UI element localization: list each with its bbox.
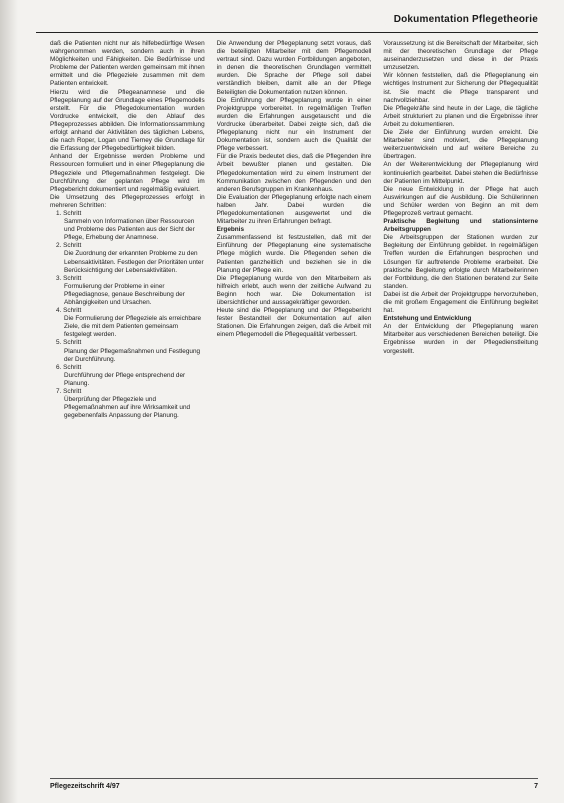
column-1 xyxy=(50,40,205,777)
paragraph: Die Arbeitsgruppen der Stationen wurden zur Begleitung der Einführung gebildet. In regelmäßigen Treffen wurden die Erfahrungen besprochen und Lösungen für auftretende Probleme erarbeitet. Die praktische Begleitung erfolgte durch Mitarbeiterinnen der Fortbildung, die den Stationen beratend zur Seite standen. xyxy=(383,234,539,290)
step-text: Die Zuordnung der erkannten Probleme zu den Lebensaktivitäten. Festlegen der Prioritäten unter Berücksichtigung der Lebensaktivitäten. xyxy=(64,250,204,274)
paragraph: Die Evaluation der Pflegeplanung erfolgte nach einem halben Jahr. Dabei wurden die Pflegedokumentationen ausgewertet und die Mitarbeiter zu ihren Erfahrungen befragt. xyxy=(216,193,372,226)
paragraph: Anhand der Ergebnisse werden Probleme und Ressourcen formuliert und in einer Pflegeplanung die Pflegeziele und Pflegemaßnahmen festgelegt. Die Durchführung der geplanten Pflege wird im Pflegebericht dokumentiert und regelmäßig evaluiert. xyxy=(50,153,205,193)
paragraph: Die Einführung der Pflegeplanung wurde in einer Projektgruppe vorbereitet. In regelmäßigen Treffen wurden die Erfahrungen ausgetauscht und die Vordrucke überarbeitet. Dabei zeigte sich, daß die Pflegeplanung nicht nur ein Instrument der Dokumentation ist, sondern auch die Qualität der Pflege verbessert. xyxy=(216,96,372,153)
column-3 xyxy=(383,40,538,777)
paragraph: An der Entwicklung der Pflegeplanung waren Mitarbeiter aus verschiedenen Bereichen beteiligt. Die Ergebnisse wurden in der Pflegedienstleitung vorgestellt. xyxy=(383,323,539,355)
paragraph: Die Umsetzung des Pflegeprozesses erfolgt in mehreren Schritten: xyxy=(50,193,205,209)
page-fold-shadow xyxy=(0,0,18,803)
paragraph: Zusammenfassend ist festzustellen, daß mit der Einführung der Pflegeplanung eine systematische Pflege möglich wurde. Die Pflegenden sehen die Patienten ganzheitlich und beziehen sie in die Planung der Pflege ein. xyxy=(216,234,372,274)
paragraph: Dabei ist die Arbeit der Projektgruppe hervorzuheben, die mit großem Engagement die Einführung begleitet hat. xyxy=(383,290,539,315)
step-text: Überprüfung der Pflegeziele und Pflegemaßnahmen auf ihre Wirksamkeit und gegebenenfalls Anpassung der Planung. xyxy=(64,396,191,420)
column-2 xyxy=(217,40,372,777)
paragraph: Die Pflegeplanung wurde von den Mitarbeitern als hilfreich erlebt, auch wenn der zeitliche Aufwand zu Beginn hoch war. Die Dokumentation ist übersichtlicher und aussagekräftiger geworden. xyxy=(216,274,372,306)
step-label: 2. Schritt xyxy=(56,242,82,250)
paragraph: Die Pflegekräfte sind heute in der Lage, die tägliche Arbeit strukturiert zu planen und die Ergebnisse ihrer Arbeit zu dokumentieren. xyxy=(383,104,539,128)
page-footer xyxy=(50,778,538,793)
page-header xyxy=(36,6,538,33)
section-heading-begleitung: Praktische Begleitung und stationsinterne Arbeitsgruppen xyxy=(383,218,539,234)
section-heading-entstehung: Entstehung und Entwicklung xyxy=(383,315,472,323)
step-label: 4. Schritt xyxy=(56,307,82,315)
section-heading-ergebnis: Ergebnis xyxy=(216,226,245,234)
step-text: Planung der Pflegemaßnahmen und Festlegung der Durchführung. xyxy=(64,347,201,363)
paragraph: Für die Praxis bedeutet dies, daß die Pflegenden ihre Arbeit bewußter planen und gestalten. Die Pflegedokumentation wird zu einem Instrument der Kommunikation zwischen den Pflegenden und den anderen Berufsgruppen im Krankenhaus. xyxy=(216,153,372,193)
paragraph: Hierzu wird die Pflegeanamnese und die Pflegeplanung auf der Grundlage eines Pflegemodells erstellt. Für die Pflegedokumentation wurden Vordrucke entwickelt, die den Ablauf des Pflegeprozesses abbilden. Die Informationssammlung erfolgt anhand der Aktivitäten des täglichen Lebens, die nach Roper, Logan und Tierney die Grundlage für die Erfassung der Pflegebedürftigkeit bilden. xyxy=(50,88,205,153)
paragraph: daß die Patienten nicht nur als hilfebedürftige Wesen wahrgenommen werden, sondern auch in ihren Möglichkeiten und Fähigkeiten. Die Bedürfnisse und Probleme der Patienten werden gemeinsam mit ihnen ermittelt und die Pflegeziele zusammen mit dem Patienten entwickelt. xyxy=(50,40,205,88)
paragraph: Die neue Entwicklung in der Pflege hat auch Auswirkungen auf die Ausbildung. Die Schülerinnen und Schüler werden von Beginn an mit dem Pflegeprozeß vertraut gemacht. xyxy=(383,185,539,217)
step-label: 7. Schritt xyxy=(56,388,82,396)
step-text: Sammeln von Informationen über Ressourcen und Probleme des Patienten aus der Sicht der Pflege, Erhebung der Anamnese. xyxy=(64,218,195,242)
step-text: Die Formulierung der Pflegeziele als erreichbare Ziele, die mit dem Patienten gemeinsam festgelegt werden. xyxy=(64,315,202,339)
article-body xyxy=(50,40,538,777)
paragraph: An der Weiterentwicklung der Pflegeplanung wird kontinuierlich gearbeitet. Dabei stehen die Bedürfnisse der Patienten im Mittelpunkt. xyxy=(383,161,539,185)
paragraph: Wir können feststellen, daß die Pflegeplanung ein wichtiges Instrument zur Sicherung der Pflegequalität ist. Sie macht die Pflege transparent und nachvollziehbar. xyxy=(383,72,539,104)
journal-name: Pflegezeitschrift 4/97 xyxy=(50,783,120,790)
page-number: 7 xyxy=(534,783,538,790)
step-label: 6. Schritt xyxy=(56,363,82,371)
paragraph: Heute sind die Pflegeplanung und der Pflegebericht fester Bestandteil der Dokumentation auf allen Stationen. Die Erfahrungen zeigen, daß die Arbeit mit einem Pflegemodell die Pflegequalität verbessert. xyxy=(216,307,372,339)
paragraph: Die Anwendung der Pflegeplanung setzt voraus, daß die beteiligten Mitarbeiter mit dem Pflegemodell vertraut sind. Dazu wurden Fortbildungen angeboten, in denen die theoretischen Grundlagen vermittelt wurden. Die Sprache der Pflege soll dabei verständlich bleiben, damit alle an der Pflege Beteiligten die Dokumentation nutzen können. xyxy=(216,40,372,96)
step-text: Durchführung der Pflege entsprechend der Planung. xyxy=(64,371,186,387)
step-label: 3. Schritt xyxy=(56,274,82,282)
paragraph: Die Ziele der Einführung wurden erreicht. Die Mitarbeiter sind motiviert, die Pflegeplanung weiterzuentwickeln und auf weitere Bereiche zu übertragen. xyxy=(383,129,539,161)
step-label: 1. Schritt xyxy=(56,209,82,217)
paragraph: Voraussetzung ist die Bereitschaft der Mitarbeiter, sich mit der theoretischen Grundlage der Pflege auseinanderzusetzen und diese in der Praxis umzusetzen. xyxy=(383,40,539,72)
running-title: Dokumentation Pflegetheorie xyxy=(393,14,538,25)
step-text: Formulierung der Probleme in einer Pflegediagnose, genaue Beschreibung der Abhängigkeiten und Ursachen. xyxy=(64,282,185,306)
step-label: 5. Schritt xyxy=(56,339,82,347)
